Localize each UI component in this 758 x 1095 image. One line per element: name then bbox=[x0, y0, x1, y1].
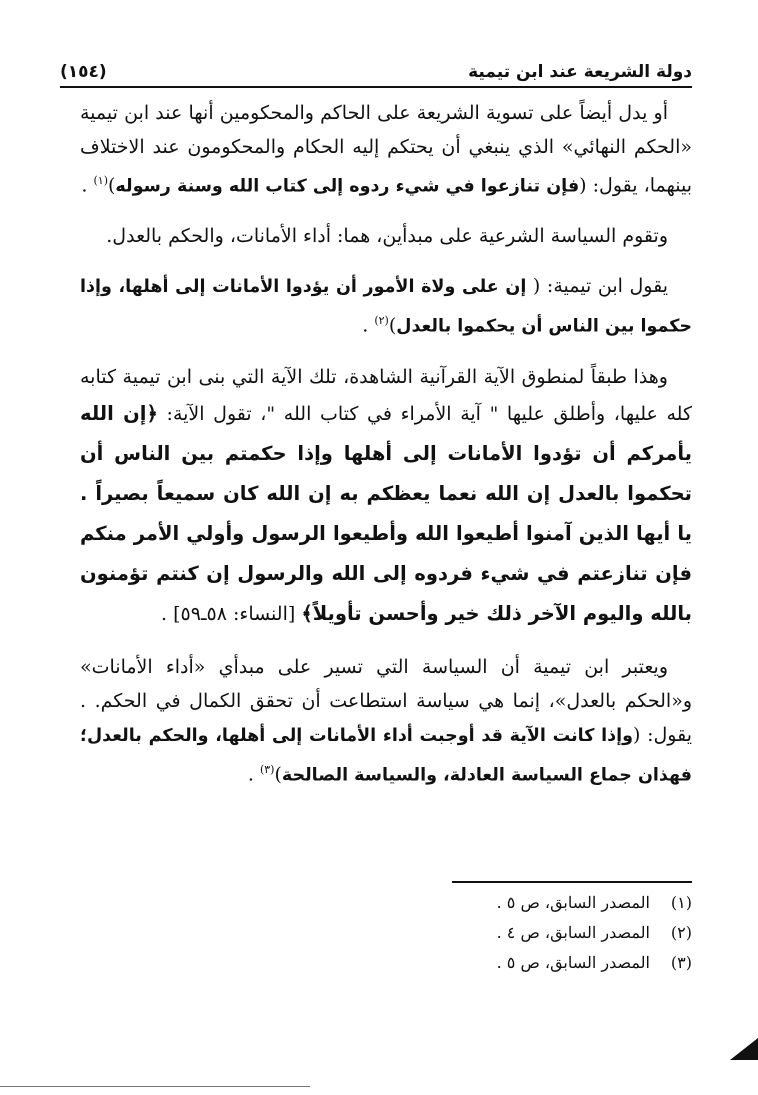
footnote bbox=[420, 918, 692, 948]
page-number: (١٥٤) bbox=[60, 62, 107, 82]
footnote-number: (١) bbox=[670, 893, 692, 912]
footnote-ref: (١) bbox=[93, 174, 108, 187]
footnotes bbox=[420, 888, 692, 978]
paragraph-end: . bbox=[362, 314, 375, 337]
running-title: دولة الشريعة عند ابن تيمية bbox=[468, 62, 692, 82]
paragraph bbox=[80, 650, 692, 792]
footnote-divider bbox=[452, 881, 692, 883]
paragraph-text: وهذا طبقاً لمنطوق الآية القرآنية الشاهدة، تلك الآية التي بنى ابن تيمية كتابه كله عليها، وأطلق عليها " آية الأمراء في كتاب الله "، تقول الآية: bbox=[80, 365, 692, 425]
main-text bbox=[80, 96, 692, 808]
quote-close: ) bbox=[108, 174, 116, 197]
scan-edge-line bbox=[0, 1086, 310, 1087]
quotation-bold: وإذا كانت الآية قد أوجبت أداء الأمانات إلى أهلها، والحكم بالعدل؛ فهذان جماع السياسة العادلة، والسياسة الصالحة bbox=[80, 725, 692, 785]
paragraph bbox=[80, 360, 692, 634]
footnote-ref: (٣) bbox=[259, 762, 275, 776]
footnote-number: (٢) bbox=[670, 923, 692, 942]
footnote-text: المصدر السابق، ص ٥ . bbox=[496, 893, 650, 912]
running-header bbox=[60, 46, 692, 88]
quotation-bold: فإن تنازعوا في شيء ردوه إلى كتاب الله وسنة رسوله bbox=[115, 176, 580, 197]
paragraph-text: ويعتبر ابن تيمية أن السياسة التي تسير على مبدأي «أداء الأمانات» و«الحكم بالعدل»، إنما هي سياسة استطاعت أن تحقق الكمال في الحكم. . يقول: ( bbox=[80, 655, 692, 746]
verse-citation: [النساء: ٥٨ـ٥٩] . bbox=[161, 602, 302, 625]
footnote-text: المصدر السابق، ص ٥ . bbox=[496, 953, 650, 972]
footnote-ref: (٢) bbox=[374, 314, 389, 328]
page-corner-mark bbox=[730, 1038, 758, 1060]
paragraph-end: . bbox=[81, 174, 94, 197]
footnote-text: المصدر السابق، ص ٤ . bbox=[496, 923, 650, 942]
paragraph-end: . bbox=[247, 762, 260, 785]
paragraph bbox=[80, 269, 692, 343]
quotation-bold: إن على ولاة الأمور أن يؤدوا الأمانات إلى أهلها، وإذا حكموا بين الناس أن يحكموا بالعدل bbox=[80, 277, 692, 337]
footnote-number: (٣) bbox=[670, 953, 692, 972]
paragraph-text: أو يدل أيضاً على تسوية الشريعة على الحاكم والمحكومين أنها عند ابن تيمية «الحكم النهائي» الذي ينبغي أن يحتكم إليه الحكام والمحكومون عند الاختلاف بينهما، يقول: ( bbox=[80, 102, 692, 197]
paragraph bbox=[80, 96, 692, 203]
quranic-verse: ﴿إن الله يأمركم أن تؤدوا الأمانات إلى أهلها وإذا حكمتم بين الناس أن تحكموا بالعدل إن الله نعما يعظكم به إن الله كان سميعاً بصيراً . يا أيها الذين آمنوا أطيعوا الله وأطيعوا الرسول وأولي الأمر منكم فإن تنازعتم في شيء فردوه إلى الله والرسول إن كنتم تؤمنون بالله واليوم الآخر ذلك خير وأحسن تأويلاً﴾ bbox=[80, 401, 692, 625]
paragraph-text: وتقوم السياسة الشرعية على مبدأين، هما: أداء الأمانات، والحكم بالعدل. bbox=[106, 225, 668, 248]
paragraph bbox=[80, 219, 692, 253]
quote-close: ) bbox=[388, 314, 397, 337]
footnote bbox=[420, 888, 692, 918]
quote-close: ) bbox=[274, 762, 282, 785]
paragraph-text: يقول ابن تيمية: ( bbox=[526, 275, 668, 298]
footnote bbox=[420, 948, 692, 978]
